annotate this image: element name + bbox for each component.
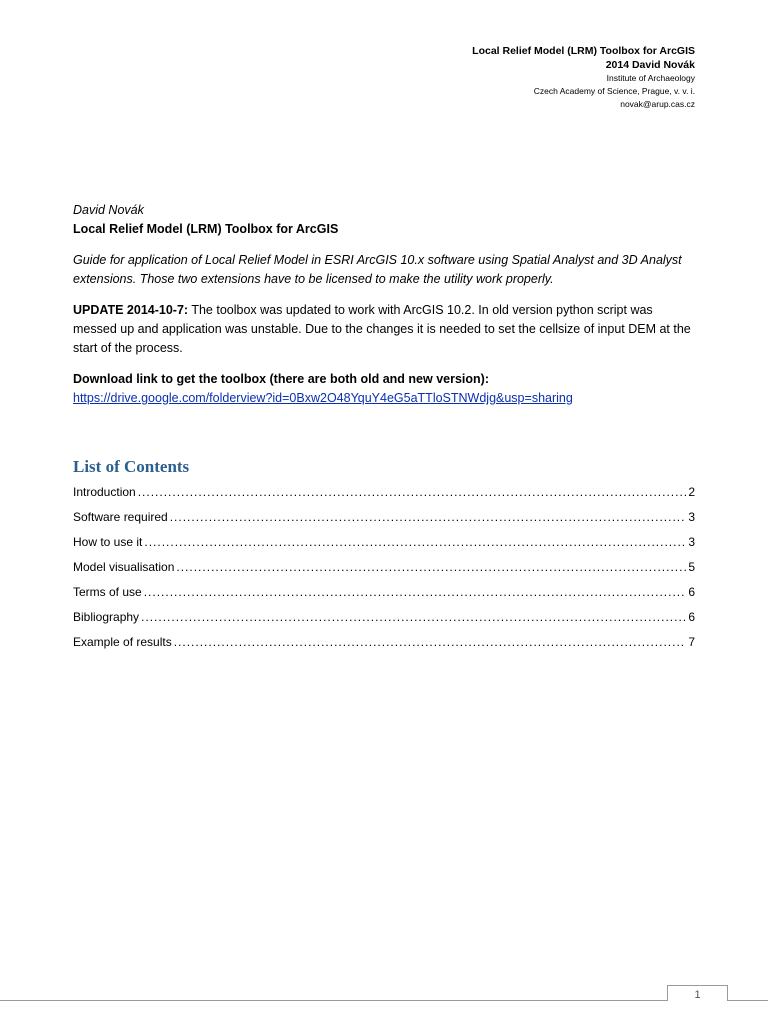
update-paragraph [73, 301, 695, 358]
page-number: 1 [694, 989, 701, 1001]
toc-entry-software-required[interactable] [73, 509, 695, 534]
header-institute: Institute of Archaeology [606, 73, 695, 83]
toc-entry-page: 7 [688, 635, 695, 649]
toc-entry-example-of-results[interactable] [73, 634, 695, 659]
document-body [73, 201, 695, 408]
download-label: Download link to get the toolbox (there are both old and new version): [73, 372, 489, 386]
header-author-year: 2014 David Novák [605, 59, 695, 71]
author-name: David Novák [73, 203, 144, 217]
toc-entry-bibliography[interactable] [73, 609, 695, 634]
guide-paragraph: Guide for application of Local Relief Model in ESRI ArcGIS 10.x software using Spatial Analyst and 3D Analyst extensions. Those two extensions have to be licensed to make the utility work properly. [73, 253, 682, 286]
download-paragraph [73, 370, 695, 408]
toc-entry-page: 6 [688, 585, 695, 599]
document-title: Local Relief Model (LRM) Toolbox for ArcGIS [73, 222, 339, 236]
toc-entry-model-visualisation[interactable] [73, 559, 695, 584]
table-of-contents [73, 456, 695, 659]
toc-entry-label: Introduction [73, 485, 136, 499]
download-link[interactable]: https://drive.google.com/folderview?id=0Bxw2O48YquY4eG5aTTloSTNWdjg&usp=sharing [73, 391, 573, 405]
toc-leader-dots [144, 584, 687, 600]
toc-entry-page: 5 [688, 560, 695, 574]
toc-entry-label: Terms of use [73, 585, 142, 599]
toc-entry-page: 6 [688, 610, 695, 624]
toc-leader-dots [170, 509, 687, 525]
toc-leader-dots [138, 484, 687, 500]
update-text: The toolbox was updated to work with ArcGIS 10.2. In old version python script was messed up and application was unstable. Due to the changes it is needed to set the cellsize of input DEM at the start of the process. [73, 303, 691, 355]
toc-leader-dots [141, 609, 686, 625]
toc-entry-how-to-use-it[interactable] [73, 534, 695, 559]
toc-entry-page: 2 [688, 485, 695, 499]
toc-entry-introduction[interactable] [73, 484, 695, 509]
toc-entry-label: Bibliography [73, 610, 140, 624]
page-number-box [667, 985, 728, 1001]
toc-entry-label: Example of results [73, 635, 172, 649]
toc-entry-label: Software required [73, 510, 168, 524]
toc-leader-dots [174, 634, 687, 650]
footer-rule [0, 1000, 768, 1001]
update-label: UPDATE 2014-10-7: [73, 303, 189, 317]
page-header [472, 44, 695, 111]
toc-entry-page: 3 [688, 535, 695, 549]
toc-entry-label: How to use it [73, 535, 143, 549]
header-title: Local Relief Model (LRM) Toolbox for ArcGIS [472, 45, 695, 57]
header-academy: Czech Academy of Science, Prague, v. v. i. [533, 86, 695, 96]
toc-leader-dots [176, 559, 686, 575]
toc-heading: List of Contents [73, 457, 190, 476]
toc-entry-label: Model visualisation [73, 560, 175, 574]
toc-entry-page: 3 [688, 510, 695, 524]
toc-leader-dots [144, 534, 686, 550]
toc-entry-terms-of-use[interactable] [73, 584, 695, 609]
header-email: novak@arup.cas.cz [620, 99, 695, 109]
